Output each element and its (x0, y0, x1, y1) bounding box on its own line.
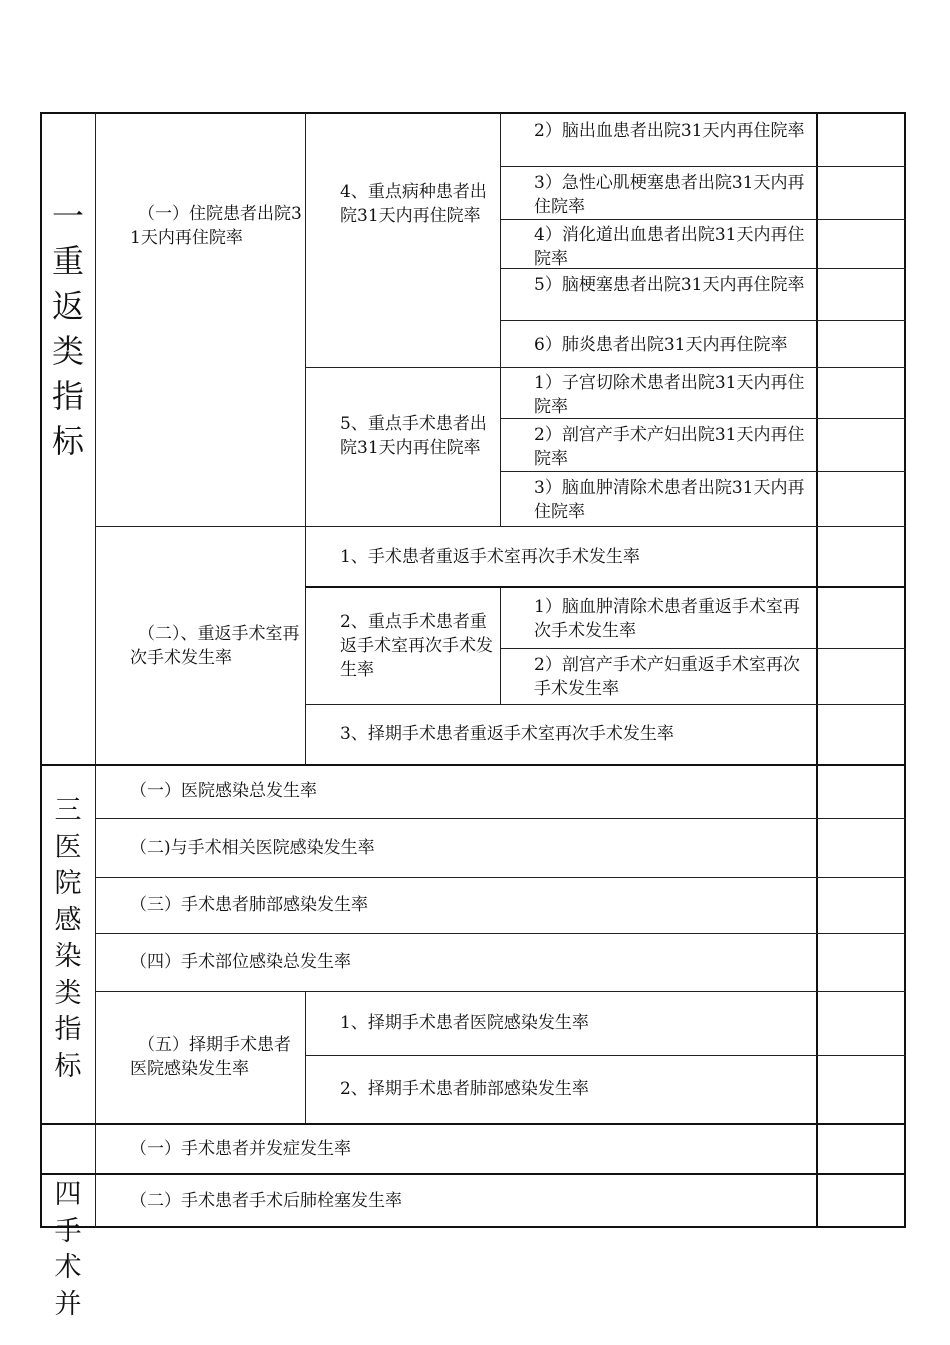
grid-line (95, 818, 906, 819)
group-2-label: （二）、重返手术室再次手术发生率 (130, 624, 300, 668)
sub-5-item-2: 3）脑血肿清除术患者出院31天内再住院率 (534, 478, 805, 522)
grid-line (305, 991, 306, 1123)
section-divider (40, 764, 906, 766)
section-divider (40, 1123, 906, 1125)
group-1-label: （一）住院患者出院31天内再住院率 (130, 204, 302, 248)
infection-row-0: （一）医院感染总发生率 (130, 781, 317, 801)
grid-line (305, 586, 906, 588)
grid-line (95, 933, 906, 934)
group-2-sub-2-item-1: 2）剖宫产手术产妇重返手术室再次手术发生率 (534, 655, 800, 699)
infection-row-1: （二)与手术相关医院感染发生率 (130, 838, 375, 858)
grid-line (95, 113, 96, 1228)
sub-4-item-2: 4）消化道出血患者出院31天内再住院率 (534, 225, 805, 269)
grid-line (500, 648, 906, 649)
infection-group-5-item-0: 1、择期手术患者医院感染发生率 (340, 1013, 589, 1033)
grid-line (500, 586, 501, 704)
complication-row-0: （一）手术患者并发症发生率 (130, 1139, 351, 1159)
grid-line (500, 219, 906, 220)
section-four-title: 四手术并 (54, 1179, 82, 1320)
group-2-sub-2-label: 2、重点手术患者重返手术室再次手术发生率 (340, 612, 493, 680)
grid-line (95, 991, 906, 992)
grid-line (305, 113, 306, 764)
sub-5-item-0: 1）子宫切除术患者出院31天内再住院率 (534, 373, 805, 417)
sub-4-item-3: 5）脑梗塞患者出院31天内再住院率 (534, 275, 805, 295)
grid-line (500, 471, 906, 472)
group-2-item-1: 1、手术患者重返手术室再次手术发生率 (340, 547, 640, 567)
grid-line (500, 166, 906, 167)
section-three-title: 三医院感染类指标 (54, 795, 82, 1082)
sub-5-item-1: 2）剖宫产手术产妇出院31天内再住院率 (534, 425, 805, 469)
sub-4-label: 4、重点病种患者出院31天内再住院率 (340, 182, 487, 226)
sub-4-item-4: 6）肺炎患者出院31天内再住院率 (534, 335, 788, 355)
group-2-sub-2-item-0: 1）脑血肿清除术患者重返手术室再次手术发生率 (534, 597, 800, 641)
grid-line (816, 113, 818, 1228)
grid-line (305, 367, 906, 368)
grid-line (305, 1055, 906, 1056)
complication-row-1: （二）手术患者手术后肺栓塞发生率 (130, 1191, 402, 1211)
grid-line (95, 877, 906, 878)
grid-line (95, 526, 906, 527)
sub-5-label: 5、重点手术患者出院31天内再住院率 (340, 414, 487, 458)
group-2-item-3: 3、择期手术患者重返手术室再次手术发生率 (340, 724, 674, 744)
infection-group-5-label: （五）择期手术患者医院感染发生率 (130, 1035, 291, 1079)
infection-row-3: （四）手术部位感染总发生率 (130, 952, 351, 972)
section-one-title: 一重返类指标 (51, 197, 84, 460)
infection-group-5-item-1: 2、择期手术患者肺部感染发生率 (340, 1079, 589, 1099)
grid-line (40, 1173, 906, 1175)
sub-4-item-1: 3）急性心肌梗塞患者出院31天内再住院率 (534, 173, 805, 217)
grid-line (305, 704, 906, 705)
infection-row-2: （三）手术患者肺部感染发生率 (130, 895, 368, 915)
grid-line (500, 320, 906, 321)
sub-4-item-0: 2）脑出血患者出院31天内再住院率 (534, 121, 805, 141)
